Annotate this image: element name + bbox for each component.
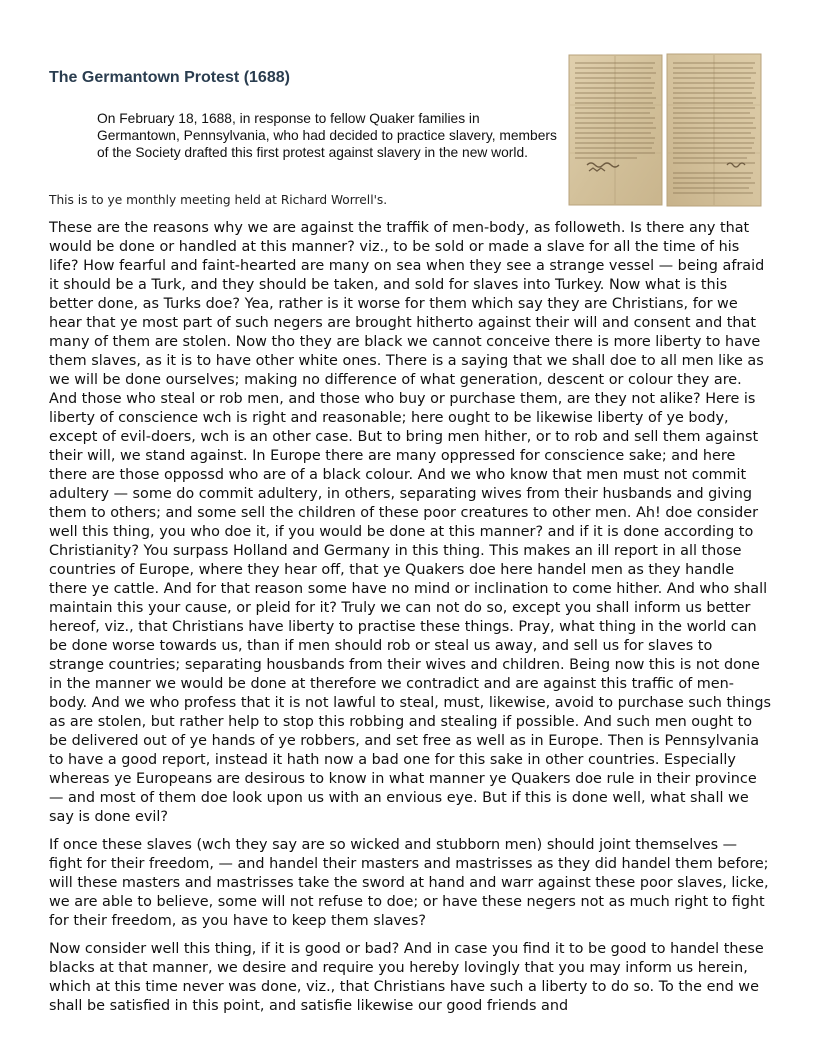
manuscript-image	[567, 53, 763, 207]
body-paragraph: These are the reasons why we are against the traffik of men-body, as followeth. Is there any that would be done or handled at this manner? viz., to be sold or made a slave for all the time of his life? How fearful and faint-hearted are many on sea when they see a strange vessel — being afraid it should be a Turk, and they should be taken, and sold for slaves into Turkey. Now what is this better done, as Turks doe? Yea, rather is it worse for them which say they are Christians, for we hear that ye most part of such negers are brought hitherto against their will and consent and that many of them are stolen. Now tho they are black we cannot conceive there is more liberty to have them slaves, as it is to have other white ones. There is a saying that we shall doe to all men like as we will be done ourselves; making no difference of what generation, descent or colour they are. And those who steal or rob men, and those who buy or purchase them, are they not alike? Here is liberty of conscience wch is right and reasonable; here ought to be likewise liberty of ye body, except of evil-doers, wch is an other case. But to bring men hither, or to rob and sell them against their will, we stand against. In Europe there are many oppressed for conscience sake; and here there are those oppossd who are of a black colour. And we who know that men must not commit adultery — some do commit adultery, in others, separating wives from their husbands and giving them to others; and some sell the children of these poor creatures to other men. Ah! doe consider well this thing, you who doe it, if you would be done at this manner? and if it is done according to Christianity? You surpass Holland and Germany in this thing. This makes an ill report in all those countries of Europe, where they hear off, that ye Quakers doe here handel men as they handle there ye cattle. And for that reason some have no mind or inclination to come hither. And who shall maintain this your cause, or pleid for it? Truly we can not do so, except you shall inform us better hereof, viz., that Christians have liberty to practise these things. Pray, what thing in the world can be done worse towards us, than if men should rob or steal us away, and sell us for slaves to strange countries; separating housbands from their wives and children. Being now this is not done in the manner we would be done at therefore we contradict and are against this traffic of men-body. And we who profess that it is not lawful to steal, must, likewise, avoid to purchase such things as are stolen, but rather help to stop this robbing and stealing if possible. And such men ought to be delivered out of ye hands of ye robbers, and set free as well as in Europe. Then is Pennsylvania to have a good report, instead it hath now a bad one for this sake in other countries. Especially whereas ye Europeans are desirous to know in what manner ye Quakers doe rule in their province — and most of them doe look upon us with an envious eye. But if this is done well, what shall we say is done evil?	[49, 220, 772, 825]
protest-text	[49, 219, 771, 1025]
body-paragraph: If once these slaves (wch they say are so wicked and stubborn men) should joint themselves — fight for their freedom, — and handel their masters and mastrisses as they did handel them before; will these masters and mastrisses take the sword at hand and warr against these poor slaves, licke, we are able to believe, some will not refuse to doe; or have these negers not as much right to fight for their freedom, as you have to keep them slaves?	[49, 837, 769, 929]
body-paragraph: Now consider well this thing, if it is good or bad? And in case you find it to be good to handel these blacks at that manner, we desire and require you hereby lovingly that you may inform us herein, which at this time never was done, viz., that Christians have such a liberty to do so. To the end we shall be satisfied in this point, and satisfie likewise our good friends and	[49, 941, 764, 1014]
page-title: The Germantown Protest (1688)	[49, 69, 290, 86]
salutation-line: This is to ye monthly meeting held at Richard Worrell's.	[49, 193, 388, 207]
intro-paragraph: On February 18, 1688, in response to fellow Quaker families in Germantown, Pennsylvania, who had decided to practice slavery, members of the Society drafted this first protest against slavery in the new world.	[97, 111, 557, 160]
